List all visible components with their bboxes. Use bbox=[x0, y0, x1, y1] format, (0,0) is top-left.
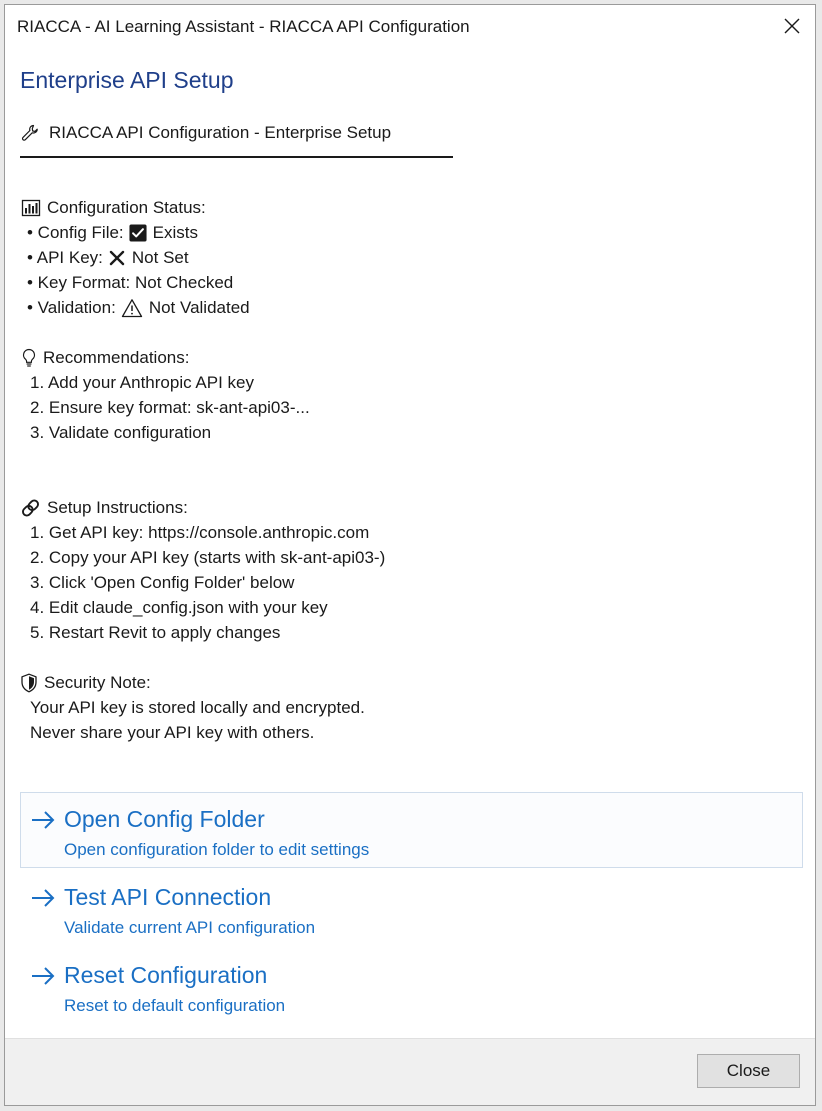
subtitle bbox=[20, 121, 391, 145]
arrow-right-icon bbox=[30, 885, 56, 911]
close-button[interactable]: Close bbox=[697, 1054, 800, 1088]
close-icon[interactable] bbox=[779, 13, 805, 39]
status-content bbox=[20, 195, 780, 745]
arrow-right-icon bbox=[30, 807, 56, 833]
recommendation-item: 3. Validate configuration bbox=[30, 423, 212, 442]
lightbulb-icon bbox=[20, 347, 37, 368]
dialog-footer bbox=[5, 1038, 815, 1105]
action-description: Open configuration folder to edit settings bbox=[64, 840, 370, 859]
shield-icon bbox=[20, 672, 38, 693]
security-line: Your API key is stored locally and encrypted. bbox=[30, 698, 365, 717]
subtitle-text: RIACCA API Configuration - Enterprise Setup bbox=[49, 123, 392, 142]
status-header: Configuration Status: bbox=[20, 195, 780, 220]
status-api-key: • API Key: Not Set bbox=[27, 248, 189, 267]
link-icon bbox=[20, 497, 41, 518]
command-links bbox=[20, 792, 803, 1026]
page-title: Enterprise API Setup bbox=[20, 67, 234, 93]
window-title: RIACCA - AI Learning Assistant - RIACCA API Configuration bbox=[17, 17, 470, 36]
security-header: Security Note: bbox=[20, 670, 780, 695]
reset-configuration-button[interactable] bbox=[20, 948, 803, 1024]
wrench-icon bbox=[20, 123, 40, 143]
test-api-connection-button[interactable] bbox=[20, 870, 803, 946]
action-description: Reset to default configuration bbox=[64, 996, 286, 1015]
instructions-header: Setup Instructions: bbox=[20, 495, 780, 520]
instruction-item: 4. Edit claude_config.json with your key bbox=[30, 598, 328, 617]
status-config-file: • Config File: Exists bbox=[27, 223, 198, 242]
instruction-item: 2. Copy your API key (starts with sk-ant-api03-) bbox=[30, 548, 386, 567]
arrow-right-icon bbox=[30, 963, 56, 989]
status-key-format: • Key Format: Not Checked bbox=[27, 273, 234, 292]
bar-chart-icon bbox=[20, 197, 41, 218]
recommendation-item: 1. Add your Anthropic API key bbox=[30, 373, 254, 392]
title-bar bbox=[5, 5, 815, 49]
warning-icon bbox=[121, 298, 143, 318]
status-validation: • Validation: Not Validated bbox=[27, 298, 250, 317]
action-title: Test API Connection bbox=[64, 884, 272, 910]
open-config-folder-button[interactable] bbox=[20, 792, 803, 868]
instruction-item: 5. Restart Revit to apply changes bbox=[30, 623, 281, 642]
checkbox-checked-icon bbox=[129, 224, 147, 242]
divider bbox=[20, 156, 453, 158]
action-title: Open Config Folder bbox=[64, 806, 265, 832]
recommendations-header: Recommendations: bbox=[20, 345, 780, 370]
dialog-window bbox=[4, 4, 816, 1106]
recommendation-item: 2. Ensure key format: sk-ant-api03-... bbox=[30, 398, 310, 417]
action-description: Validate current API configuration bbox=[64, 918, 316, 937]
action-title: Reset Configuration bbox=[64, 962, 268, 988]
instruction-item: 1. Get API key: https://console.anthropic.com bbox=[30, 523, 370, 542]
cross-mark-icon bbox=[108, 249, 126, 267]
security-line: Never share your API key with others. bbox=[30, 723, 315, 742]
instruction-item: 3. Click 'Open Config Folder' below bbox=[30, 573, 295, 592]
